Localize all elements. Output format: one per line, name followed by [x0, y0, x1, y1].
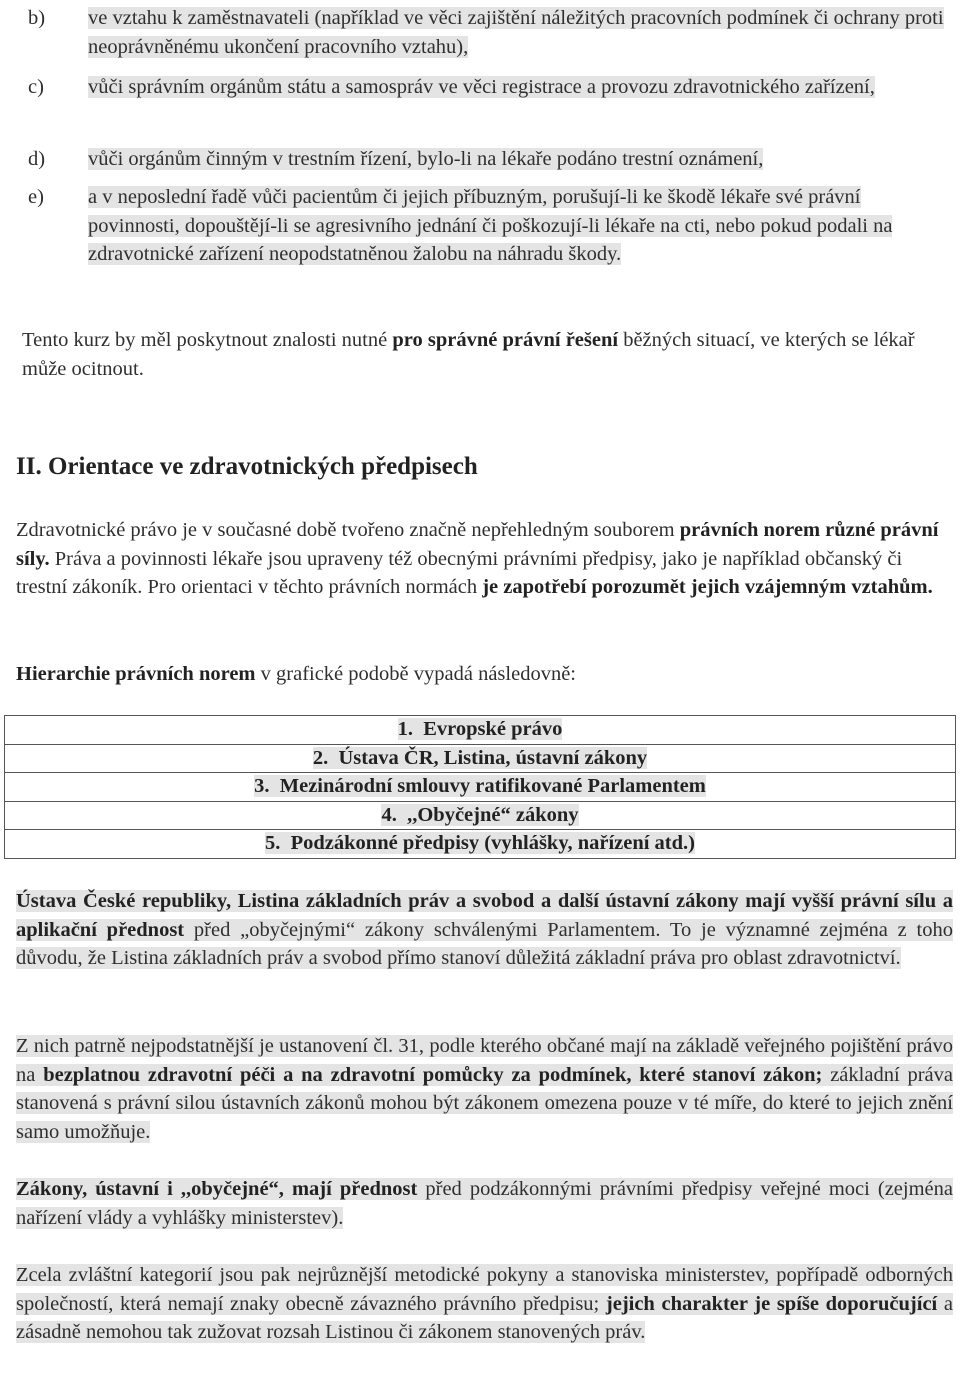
- hierarchy-row-3: [5, 773, 956, 802]
- hierarchy-text: Mezinárodní smlouvy ratifikované Parlamentem: [279, 775, 706, 798]
- list-text: vůči správním orgánům státu a samospráv ve věci registrace a provozu zdravotnického zařízení,: [88, 76, 875, 98]
- paragraph-zdravotnicke-pravo: Zdravotnické právo je v současné době tvořeno značně nepřehledným souborem právních norem různé právní síly. Práva a povinnosti lékaře jsou upraveny též obecnými právními předpisy, jako je například občanský či trestní zákoník. Pro orientaci v těchto právních normách je zapotřebí porozumět jejich vzájemným vztahům.: [16, 519, 939, 599]
- hierarchy-row-1: [5, 716, 956, 745]
- list-text: a v neposlední řadě vůči pacientům či jejich příbuzným, porušují-li ke škodě lékaře své právní povinnosti, dopouštějí-li se agresivního jednání či poškozují-li lékaře na cti, nebo pokud podali na zdravotnické zařízení neopodstatněnou žalobu na náhradu škody.: [88, 186, 893, 265]
- list-label: e): [28, 186, 44, 208]
- hierarchy-text: Ústava ČR, Listina, ústavní zákony: [338, 746, 648, 769]
- list-label: c): [28, 76, 44, 98]
- hierarchy-number: 3.: [254, 775, 270, 798]
- hierarchy-text: Evropské právo: [423, 718, 563, 741]
- section-heading: II. Orientace ve zdravotnických předpisech: [16, 453, 478, 480]
- hierarchy-table: [4, 715, 956, 859]
- hierarchy-row-2: [5, 744, 956, 773]
- intro-paragraph: Tento kurz by měl poskytnout znalosti nutné pro správné právní řešení běžných situací, ve kterých se lékař může ocitnout.: [22, 329, 915, 380]
- hierarchy-row-5: [5, 830, 956, 859]
- hierarchy-row-4: [5, 801, 956, 830]
- paragraph-cl-31: Z nich patrně nejpodstatnější je ustanovení čl. 31, podle kterého občané mají na základě veřejného pojištění právo na bezplatnou zdravotní péči a na zdravotní pomůcky za podmínek, které stanoví zákon; základní práva stanovená s právní silou ústavních zákonů mohou být zákonem omezena pouze v té míře, do které to jejich znění samo umožňuje.: [16, 1035, 953, 1143]
- hierarchy-text: Podzákonné předpisy (vyhlášky, nařízení atd.): [290, 832, 695, 855]
- paragraph-metodicke-pokyny: Zcela zvláštní kategorií jsou pak nejrůznější metodické pokyny a stanoviska ministerstev, popřípadě odborných společností, která nemají znaky obecně závazného právního předpisu; jejich charakter je spíše doporučující a zásadně nemohou tak zužovat rozsah Listinou či zákonem stanovených práv.: [16, 1264, 953, 1344]
- paragraph-ustava: Ústava České republiky, Listina základních práv a svobod a další ústavní zákony mají vyšší právní sílu a aplikační přednost před „obyčejnými“ zákony schválenými Parlamentem. To je významné zejména z toho důvodu, že Listina základních práv a svobod přímo stanoví důležitá základní práva pro oblast zdravotnictví.: [16, 890, 953, 970]
- hierarchy-text: ,,Obyčejné“ zákony: [407, 803, 579, 826]
- hierarchy-number: 4.: [381, 803, 397, 826]
- hierarchy-number: 5.: [265, 832, 281, 855]
- paragraph-hierarchie: Hierarchie právních norem v grafické podobě vypadá následovně:: [16, 663, 576, 685]
- list-text: ve vztahu k zaměstnavateli (například ve věci zajištění náležitých pracovních podmínek či ochrany proti neoprávněnému ukončení pracovního vztahu),: [88, 7, 944, 58]
- list-label: b): [28, 7, 46, 29]
- list-label: d): [28, 148, 46, 170]
- hierarchy-number: 1.: [397, 718, 413, 741]
- paragraph-zakony: Zákony, ústavní i ,,obyčejné“, mají přednost před podzákonnými právními předpisy veřejné moci (zejména nařízení vlády a vyhlášky ministerstev).: [16, 1178, 953, 1229]
- list-text: vůči orgánům činným v trestním řízení, bylo-li na lékaře podáno trestní oznámení,: [88, 148, 764, 170]
- hierarchy-number: 2.: [312, 746, 329, 769]
